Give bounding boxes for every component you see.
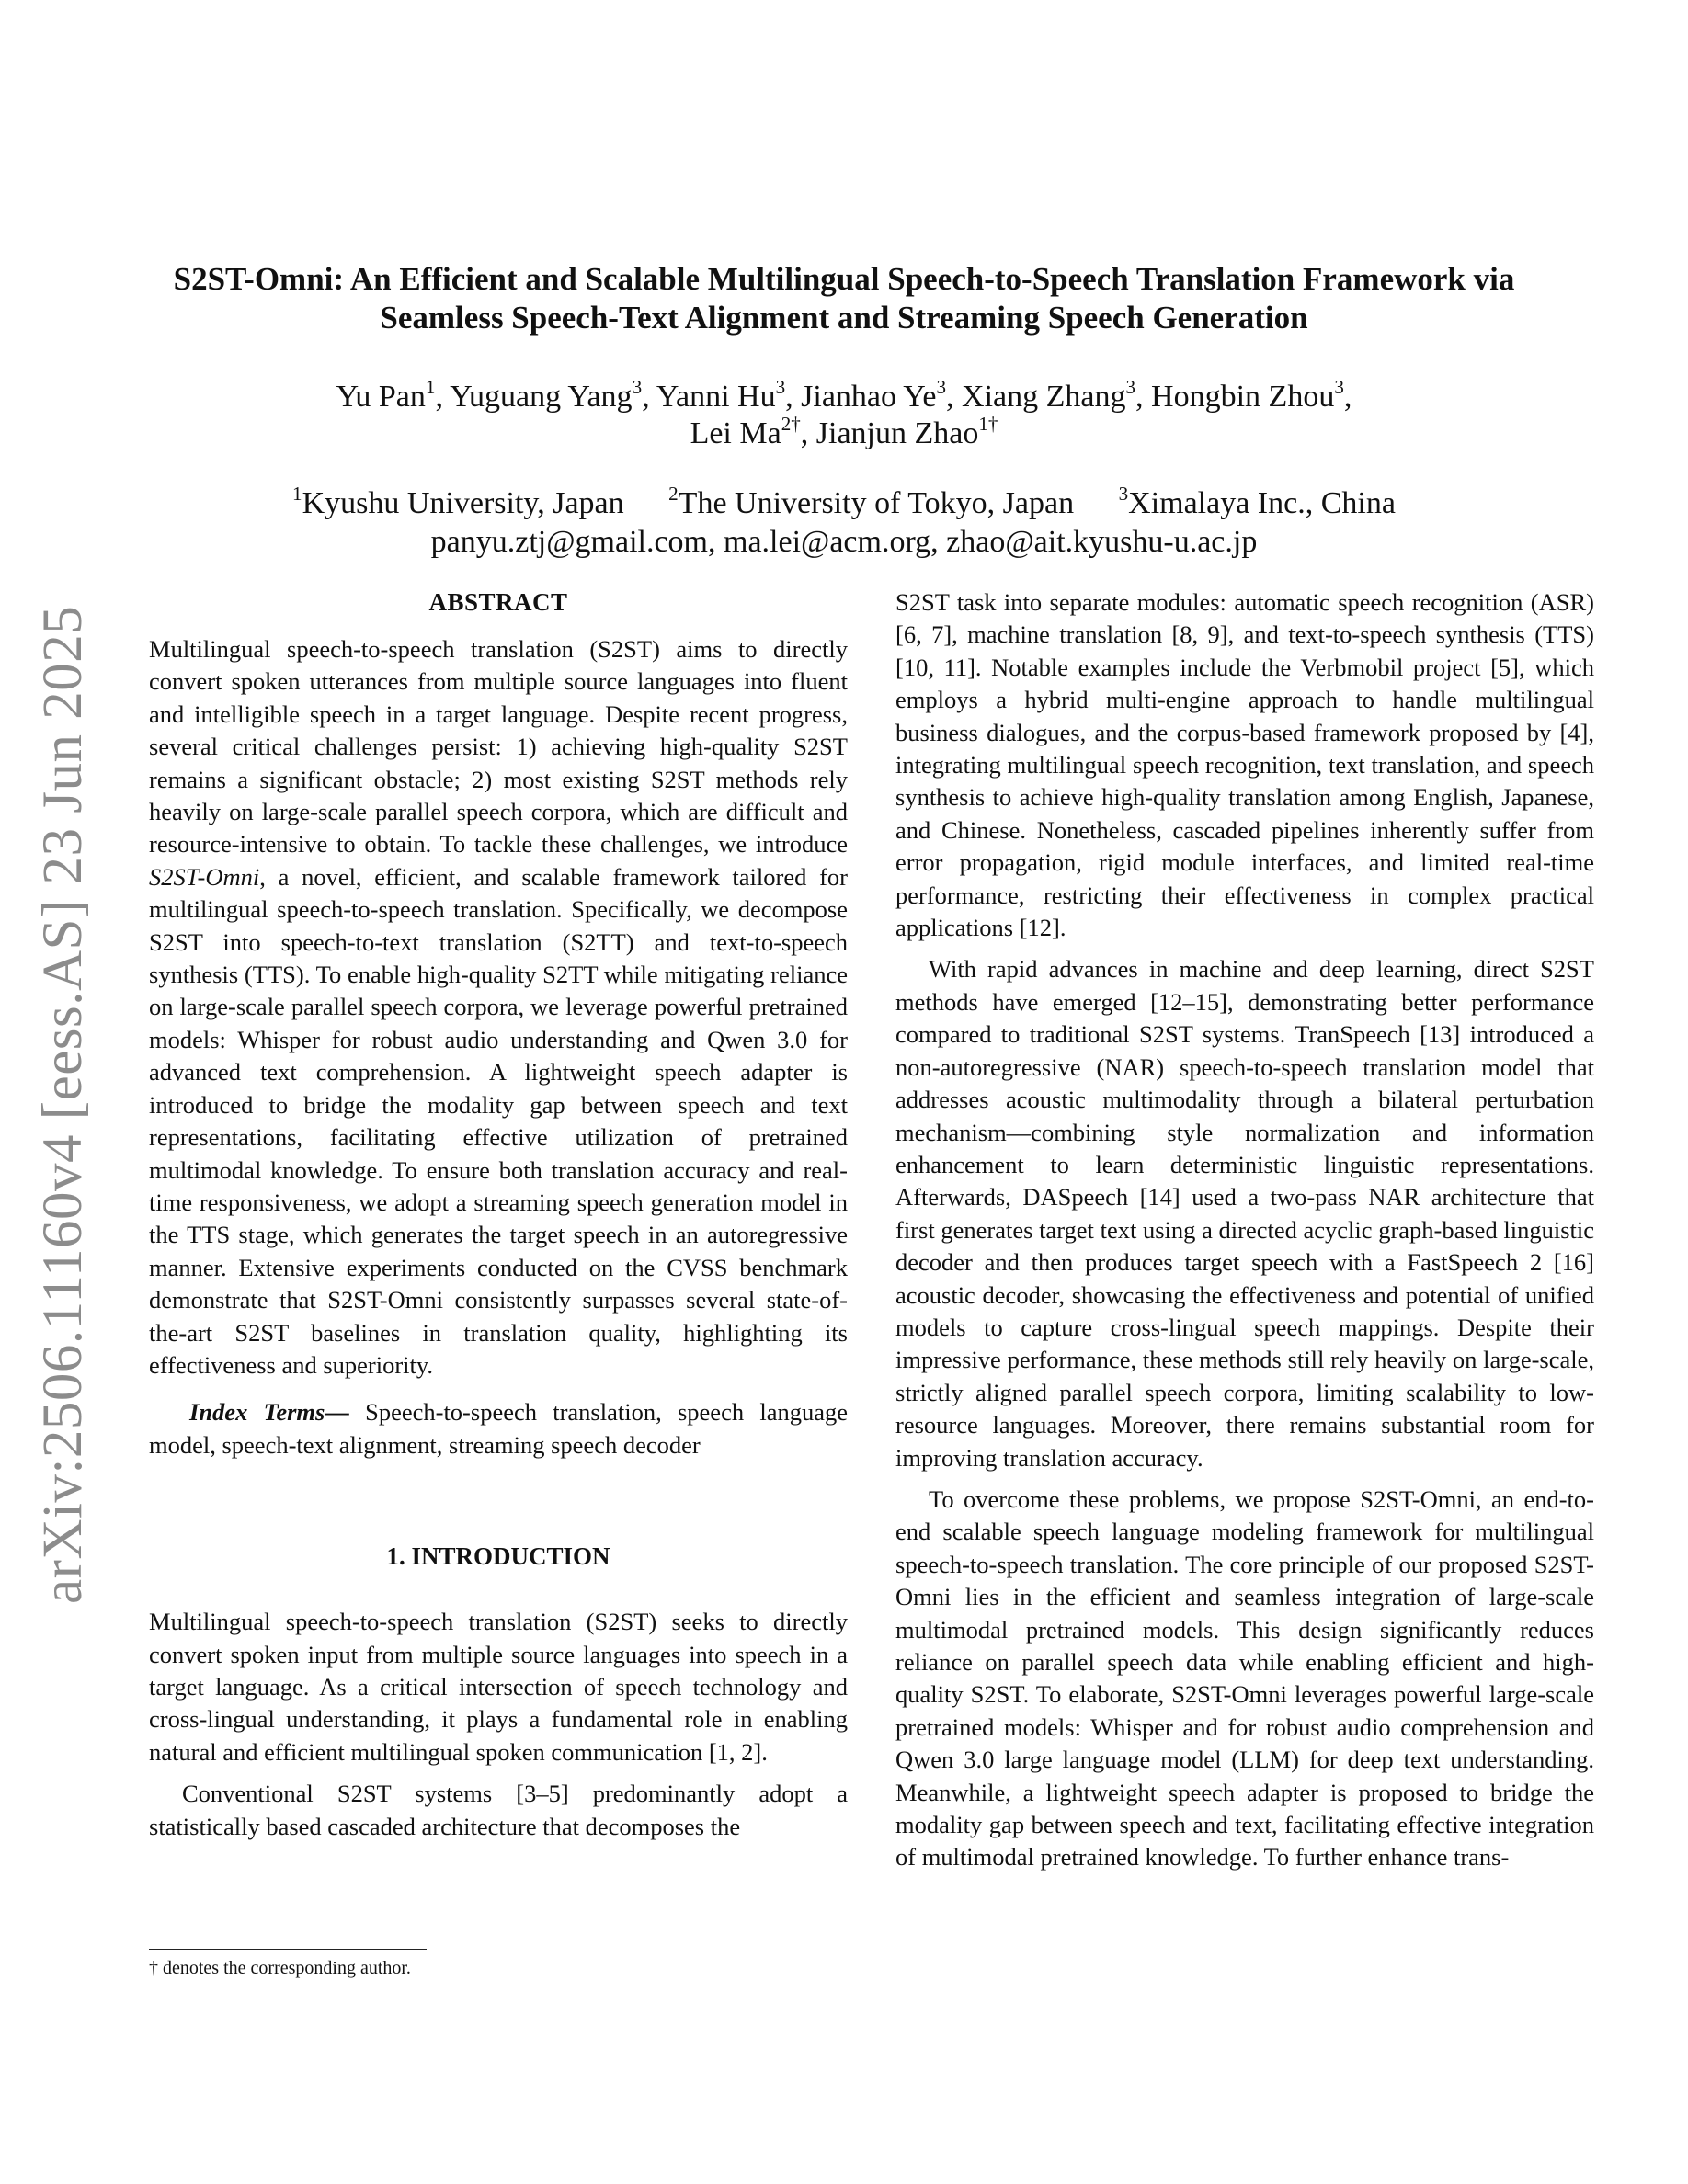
author-separator: , — [1343, 380, 1352, 414]
author-name: Hongbin Zhou — [1151, 380, 1335, 414]
index-terms-label: Index Terms— — [189, 1398, 349, 1427]
affiliation — [292, 482, 624, 520]
affiliation-name: Ximalaya Inc., China — [1128, 486, 1396, 520]
author-affiliation-mark: 3 — [632, 375, 643, 398]
affiliation-mark: 1 — [292, 482, 302, 505]
author-name: Yu Pan — [336, 380, 426, 414]
author-name: Xiang Zhang — [962, 380, 1126, 414]
affiliation-mark: 2 — [668, 482, 679, 505]
introduction-heading: 1. INTRODUCTION — [386, 1542, 610, 1571]
abstract-text-after: , a novel, efficient, and scalable framework tailored for multilingual speech-to-speech translation. Specifically, we decompose S2ST into speech-to-text translation (S2TT) and text-to-speech synthesis (TTS). To enable high-quality S2TT while mitigating reliance on large-scale parallel speech corpora, we leverage powerful pretrained models: Whisper for robust audio understanding and Qwen 3.0 for advanced text comprehension. A lightweight speech adapter is introduced to bridge the modality gap between speech and text representations, facilitating effective utilization of pretrained multimodal knowledge. To ensure both translation accuracy and real-time responsiveness, we adopt a streaming speech generation model in the TTS stage, which generates the target speech in an autoregressive manner. Extensive experiments conducted on the CVSS benchmark demonstrate that S2ST-Omni consistently surpasses several state-of-the-art S2ST baselines in translation quality, highlighting its effectiveness and superiority. — [149, 862, 848, 1379]
affiliation — [668, 482, 1075, 520]
affiliation-line — [138, 484, 1550, 523]
footnote-corresponding-author: † denotes the corresponding author. — [149, 1958, 411, 1978]
author-separator: , — [946, 380, 963, 414]
abstract-method-name: S2ST-Omni — [149, 862, 260, 891]
author-name: Lei Ma — [690, 416, 781, 450]
author-separator: , — [800, 416, 816, 450]
affiliation-mark: 3 — [1118, 482, 1129, 505]
title-line-2: Seamless Speech-Text Alignment and Streaming Speech Generation — [380, 300, 1308, 336]
abstract-text-before: Multilingual speech-to-speech translation (S2ST) aims to directly convert spoken utterances from multiple source languages into fluent and intelligible speech in a target language. Despite recent progress, several critical challenges persist: 1) achieving high-quality S2ST remains a significant obstacle; 2) most existing S2ST methods rely heavily on large-scale parallel speech corpora, which are difficult and resource-intensive to obtain. To tackle these challenges, we introduce — [149, 635, 848, 859]
author-affiliation-mark: 3 — [775, 375, 786, 398]
index-terms — [149, 1396, 848, 1462]
author-name: Jianhao Ye — [801, 380, 937, 414]
author-name: Yuguang Yang — [450, 380, 633, 414]
title-line-1: S2ST-Omni: An Efficient and Scalable Multilingual Speech-to-Speech Translation Framework via — [173, 261, 1515, 297]
author-affiliation-mark: 3 — [1125, 375, 1136, 398]
author-emails: panyu.ztj@gmail.com, ma.lei@acm.org, zhao@ait.kyushu-u.ac.jp — [430, 525, 1258, 559]
intro-paragraph-4: To overcome these problems, we propose S2ST-Omni, an end-to-end scalable speech language modeling framework for multilingual speech-to-speech translation. The core principle of our proposed S2ST-Omni lies in the efficient and seamless integration of large-scale multimodal pretrained models. This design significantly reduces reliance on parallel speech data while enabling efficient and high-quality S2ST. To elaborate, S2ST-Omni leverages powerful large-scale pretrained models: Whisper and for robust audio comprehension and Qwen 3.0 large language model (LLM) for deep text understanding. Meanwhile, a lightweight speech adapter is proposed to bridge the modality gap between speech and text, facilitating effective integration of multimodal pretrained knowledge. To further enhance trans- — [895, 1484, 1594, 1871]
author-separator: , — [642, 380, 656, 414]
author-name: Yanni Hu — [656, 380, 776, 414]
left-column — [149, 586, 848, 1843]
affiliation-name: The University of Tokyo, Japan — [678, 486, 1075, 520]
right-column — [895, 586, 1594, 1874]
author-separator: , — [785, 380, 802, 414]
paper-title — [138, 260, 1550, 337]
author-affiliation-mark: 1 — [425, 375, 436, 398]
affiliation — [1118, 482, 1396, 520]
affiliation-name: Kyushu University, Japan — [302, 486, 624, 520]
author-line-2 — [138, 412, 1550, 452]
arxiv-identifier-stamp: arXiv:2506.11160v4 [eess.AS] 23 Jun 2025 — [32, 605, 94, 1604]
author-affiliation-mark: 3 — [1334, 375, 1344, 398]
abstract-text — [149, 633, 848, 1382]
index-terms-text: Speech-to-speech translation, speech language model, speech-text alignment, streaming speech decoder — [149, 1398, 848, 1459]
author-separator: , — [435, 380, 451, 414]
intro-paragraph-2-continued: S2ST task into separate modules: automatic speech recognition (ASR) [6, 7], machine translation [8, 9], and text-to-speech synthesis (TTS) [10, 11]. Notable examples include the Verbmobil project [5], which employs a hybrid multi-engine approach to handle multilingual business dialogues, and the corpus-based framework proposed by [4], integrating multilingual speech recognition, text translation, and speech synthesis to achieve high-quality translation among English, Japanese, and Chinese. Nonetheless, cascaded pipelines inherently suffer from error propagation, rigid module interfaces, and limited real-time performance, restricting their effectiveness in complex practical applications [12]. — [895, 588, 1594, 942]
intro-paragraph-1: Multilingual speech-to-speech translation (S2ST) seeks to directly convert spoken input from multiple source languages into speech in a target language. As a critical intersection of speech technology and cross-lingual understanding, it plays a fundamental role in enabling natural and efficient multilingual spoken communication [1, 2]. — [149, 1608, 848, 1766]
author-name: Jianjun Zhao — [815, 416, 979, 450]
intro-paragraph-2-start: Conventional S2ST systems [3–5] predominantly adopt a statistically based cascaded architecture that decomposes the — [149, 1780, 848, 1840]
author-line-1 — [138, 375, 1550, 415]
author-affiliation-mark: 3 — [936, 375, 947, 398]
intro-paragraph-3: With rapid advances in machine and deep learning, direct S2ST methods have emerged [12–15], demonstrating better performance compared to traditional S2ST systems. TranSpeech [13] introduced a non-autoregressive (NAR) speech-to-speech translation model that addresses acoustic multimodality through a bilateral perturbation mechanism—combining style normalization and information enhancement to learn deterministic linguistic representations. Afterwards, DASpeech [14] used a two-pass NAR architecture that first generates target text using a directed acyclic graph-based linguistic decoder and then produces target speech with a FastSpeech 2 [16] acoustic decoder, showcasing the effectiveness and potential of unified models to capture cross-lingual speech mappings. Despite their impressive performance, these methods still rely heavily on large-scale, strictly aligned parallel speech corpora, limiting scalability to low-resource languages. Moreover, there remains substantial room for improving translation accuracy. — [895, 955, 1594, 1472]
affiliations — [138, 484, 1550, 562]
author-affiliation-mark: 2† — [781, 412, 801, 435]
author-separator: , — [1135, 380, 1152, 414]
abstract-heading: ABSTRACT — [428, 588, 568, 616]
author-list — [138, 375, 1550, 452]
author-affiliation-mark: 1† — [978, 412, 998, 435]
footnote-divider — [149, 1949, 427, 1950]
